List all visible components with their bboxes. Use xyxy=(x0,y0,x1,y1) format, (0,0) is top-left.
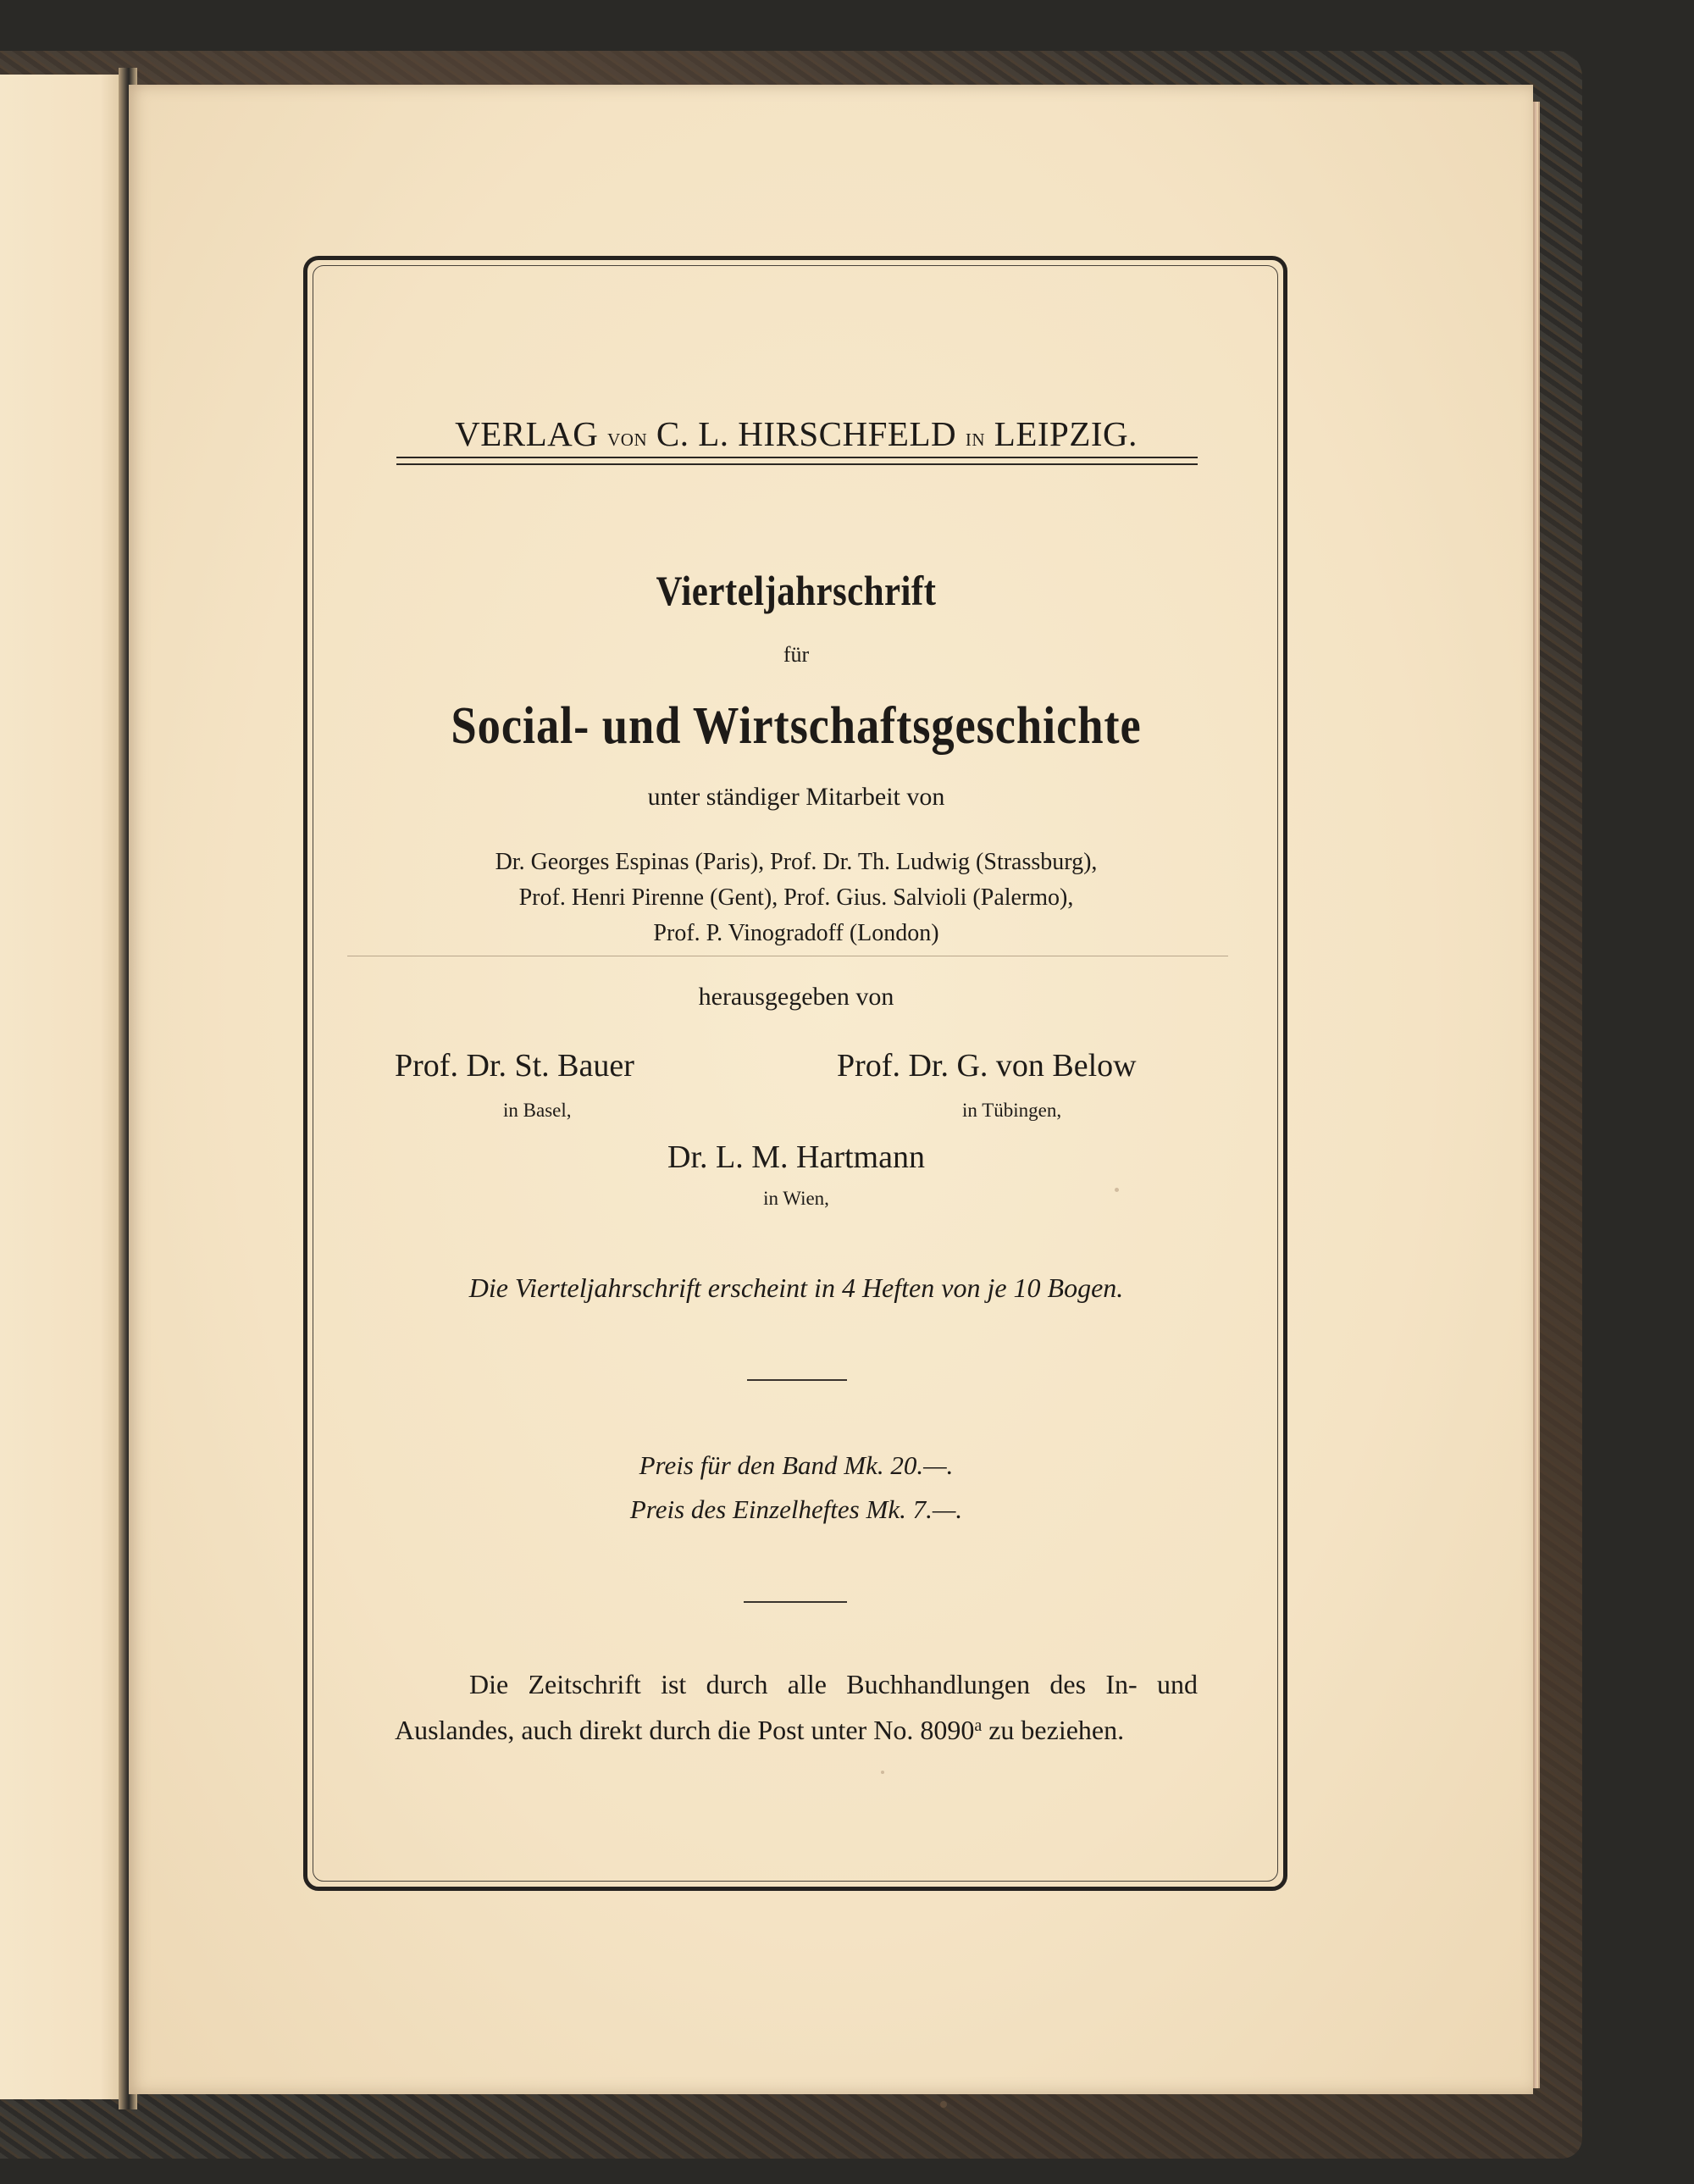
availability-line2: Auslandes, auch direkt durch die Post unter No. 8090$^a$ zu beziehen. xyxy=(395,1715,1125,1745)
editor-bauer: Prof. Dr. St. Bauer xyxy=(395,1048,634,1084)
editor-below: Prof. Dr. G. von Below xyxy=(837,1048,1137,1084)
short-divider xyxy=(747,1379,847,1381)
editor-hartmann-place: in Wien, xyxy=(763,1188,829,1209)
journal-title-line2: Social- und Wirtschaftsgeschichte xyxy=(451,697,1142,755)
publisher-line: VERLAG von C. L. HIRSCHFELD in LEIPZIG. xyxy=(455,414,1138,453)
collaborators-line3: Prof. P. Vinogradoff (London) xyxy=(653,920,939,946)
collaborators-line1: Dr. Georges Espinas (Paris), Prof. Dr. Th. Ludwig (Strassburg), xyxy=(495,849,1098,875)
availability-line1: Die Zeitschrift ist durch alle Buchhandlungen des In- und xyxy=(469,1669,1198,1699)
publisher-double-rule xyxy=(396,457,1198,465)
paper-spot xyxy=(940,2101,947,2108)
editor-below-place: in Tübingen, xyxy=(962,1100,1062,1121)
editor-bauer-place: in Basel, xyxy=(503,1100,572,1121)
editor-hartmann: Dr. L. M. Hartmann xyxy=(667,1139,925,1175)
price-per-issue: Preis des Einzelheftes Mk. 7.—. xyxy=(629,1494,963,1524)
collaborators-intro: unter ständiger Mitarbeit von xyxy=(647,783,945,811)
editors-intro: herausgegeben von xyxy=(698,983,894,1011)
frequency-note: Die Vierteljahrschrift erscheint in 4 Heften von je 10 Bogen. xyxy=(468,1272,1124,1303)
journal-title-fuer: für xyxy=(783,642,810,667)
short-divider xyxy=(744,1601,847,1603)
journal-title-line1: Vierteljahrschrift xyxy=(656,567,937,614)
left-page xyxy=(0,75,125,2099)
price-per-volume: Preis für den Band Mk. 20.—. xyxy=(639,1450,954,1480)
collaborators-line2: Prof. Henri Pirenne (Gent), Prof. Gius. Salvioli (Palermo), xyxy=(518,884,1074,911)
